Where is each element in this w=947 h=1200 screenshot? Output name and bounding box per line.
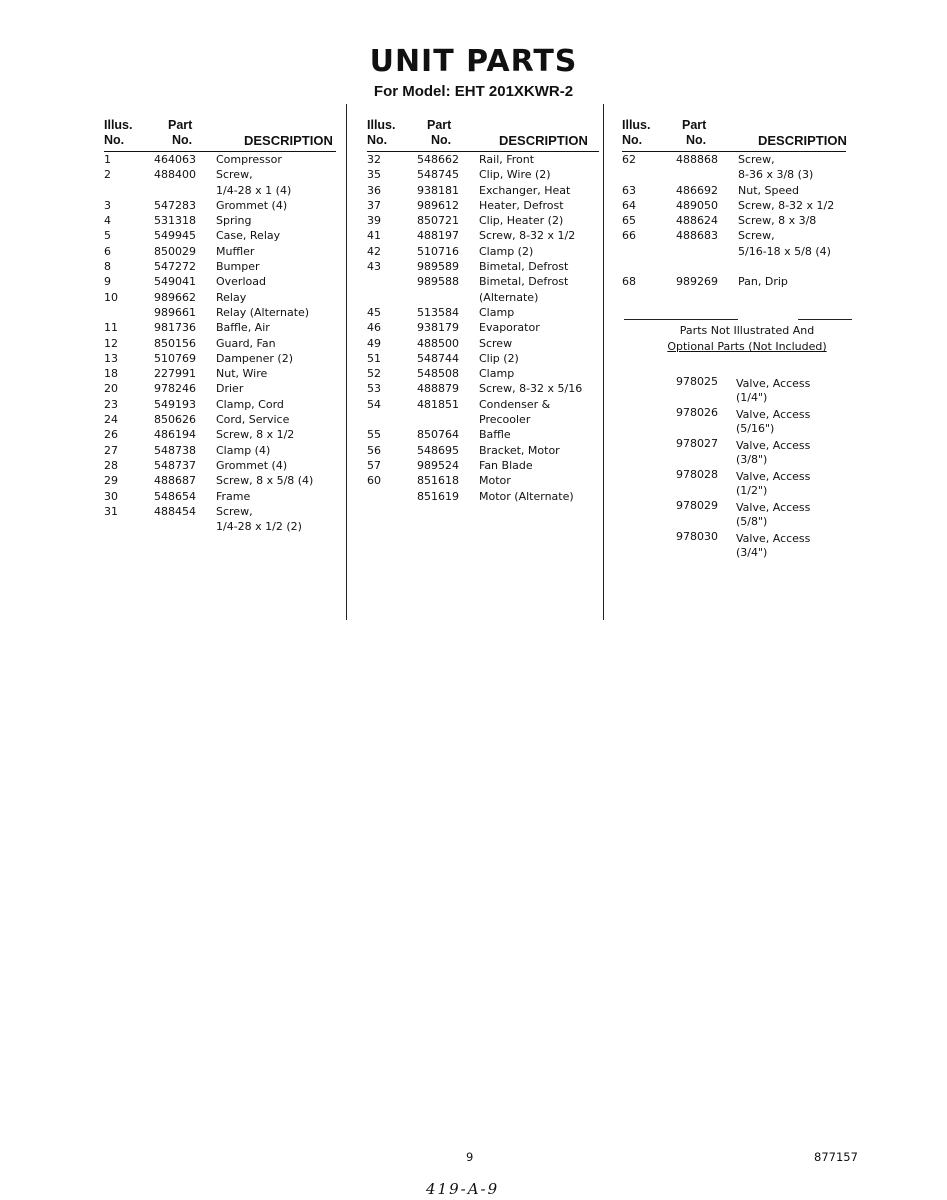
illus-number: 27	[104, 443, 118, 457]
description-header: DESCRIPTION	[499, 133, 588, 148]
parts-row	[367, 397, 599, 412]
part-description: Case, Relay	[216, 229, 281, 243]
document-number: 877157	[814, 1150, 858, 1164]
parts-row	[367, 320, 599, 335]
part-description: Precooler	[479, 413, 531, 427]
part-number: 488400	[154, 168, 196, 182]
parts-row	[104, 519, 336, 534]
part-description: 5/16-18 x 5/8 (4)	[738, 244, 831, 258]
part-number: 978246	[154, 382, 196, 396]
parts-row	[104, 290, 336, 305]
optional-part-item	[676, 499, 846, 530]
illus-number: 10	[104, 290, 118, 304]
part-description: Clip (2)	[479, 351, 519, 365]
illus-number: 13	[104, 351, 118, 365]
part-description: Valve, Access	[736, 439, 811, 452]
part-description: Cord, Service	[216, 413, 290, 427]
parts-column-2	[367, 116, 599, 504]
parts-row	[622, 259, 846, 274]
parts-row	[104, 198, 336, 213]
part-header: Part	[682, 118, 707, 132]
illus-number: 24	[104, 413, 118, 427]
part-number: 978030	[676, 530, 718, 543]
illus-number: 60	[367, 474, 381, 488]
part-no-header: No.	[172, 133, 193, 147]
part-number	[154, 183, 216, 198]
part-number: 938179	[417, 321, 459, 335]
parts-row	[622, 274, 846, 289]
part-number: 531318	[154, 214, 196, 228]
part-number	[417, 290, 479, 305]
column-header	[104, 116, 336, 152]
illus-number: 35	[367, 168, 381, 182]
part-number: 488683	[676, 229, 718, 243]
part-number: 978028	[676, 468, 718, 481]
part-number: 548744	[417, 351, 459, 365]
part-description: Clamp, Cord	[216, 397, 284, 411]
illus-number	[104, 183, 154, 198]
parts-row	[104, 183, 336, 198]
part-description: Valve, Access	[736, 532, 811, 545]
part-number: 850626	[154, 413, 196, 427]
part-description: Drier	[216, 382, 244, 396]
illus-number: 62	[622, 153, 636, 166]
parts-row	[104, 152, 336, 167]
optional-part-item	[676, 468, 846, 499]
illus-number: 18	[104, 367, 118, 381]
illus-number: 64	[622, 198, 636, 212]
part-number: 510769	[154, 351, 196, 365]
parts-row	[622, 244, 846, 259]
illus-number: 11	[104, 321, 118, 335]
part-description: Nut, Speed	[738, 183, 799, 197]
parts-row	[622, 213, 846, 228]
parts-row	[367, 152, 599, 167]
part-size: (1/2")	[736, 484, 768, 497]
parts-row	[104, 397, 336, 412]
optional-part-item	[676, 406, 846, 437]
part-number: 488500	[417, 336, 459, 350]
part-number: 488879	[417, 382, 459, 396]
part-no-header: No.	[686, 133, 707, 147]
part-description: Evaporator	[479, 321, 540, 335]
part-description: Heater, Defrost	[479, 198, 564, 212]
part-description: Clamp	[479, 305, 515, 319]
part-number: 548508	[417, 367, 459, 381]
parts-row	[367, 381, 599, 396]
part-description: Muffler	[216, 244, 255, 258]
parts-row	[367, 259, 599, 274]
part-number: 851618	[417, 474, 459, 488]
part-number: 989612	[417, 198, 459, 212]
illus-number: 30	[104, 489, 118, 503]
parts-row	[104, 473, 336, 488]
illus-number	[622, 167, 676, 182]
part-description: Overload	[216, 275, 266, 289]
illus-number: 6	[104, 244, 111, 258]
part-description: Nut, Wire	[216, 367, 268, 381]
parts-column-1	[104, 116, 336, 534]
part-number: 850764	[417, 428, 459, 442]
extras-title-line1: Parts Not Illustrated And	[679, 324, 815, 337]
part-description: Clamp	[479, 367, 515, 381]
parts-row	[367, 290, 599, 305]
parts-row	[104, 427, 336, 442]
part-size: (3/8")	[736, 453, 768, 466]
part-number: 989662	[154, 290, 196, 304]
illus-number: 29	[104, 474, 118, 488]
part-description: Relay	[216, 290, 247, 304]
part-description: Screw,	[216, 504, 253, 518]
parts-row	[104, 336, 336, 351]
part-number: 227991	[154, 367, 196, 381]
part-number: 510716	[417, 244, 459, 258]
part-number: 548695	[417, 443, 459, 457]
part-number: 486692	[676, 183, 718, 197]
illus-number: 53	[367, 382, 381, 396]
part-number: 938181	[417, 183, 459, 197]
parts-row	[104, 213, 336, 228]
part-number: 488197	[417, 229, 459, 243]
illus-number: 20	[104, 382, 118, 396]
illus-number: 39	[367, 214, 381, 228]
part-number: 989588	[417, 275, 459, 289]
illus-number: 31	[104, 504, 118, 518]
part-description: Spring	[216, 214, 252, 228]
part-description: Valve, Access	[736, 377, 811, 390]
illus-number: 63	[622, 183, 636, 197]
parts-row	[367, 473, 599, 488]
parts-row	[104, 412, 336, 427]
illus-header: Illus.	[622, 118, 651, 132]
part-description: Baffle	[479, 428, 511, 442]
part-number: 548737	[154, 458, 196, 472]
part-description: Screw, 8 x 5/8 (4)	[216, 474, 314, 488]
part-description: Compressor	[216, 153, 282, 166]
parts-row	[622, 183, 846, 198]
page-title: UNIT PARTS	[369, 44, 578, 79]
part-number: 547283	[154, 198, 196, 212]
illus-number	[367, 290, 417, 305]
parts-row	[104, 244, 336, 259]
part-description: Bracket, Motor	[479, 443, 560, 457]
illus-number: 9	[104, 275, 111, 289]
parts-row	[367, 489, 599, 504]
illus-number: 55	[367, 428, 381, 442]
part-header: Part	[168, 118, 193, 132]
illus-number: 46	[367, 321, 381, 335]
parts-row	[622, 228, 846, 243]
handwritten-note: 419-A-9	[426, 1180, 500, 1198]
part-description: Baffle, Air	[216, 321, 270, 335]
parts-row	[104, 167, 336, 182]
part-number: 489050	[676, 198, 718, 212]
parts-row	[367, 412, 599, 427]
part-number: 548654	[154, 489, 196, 503]
part-number: 548738	[154, 443, 196, 457]
part-description: Screw, 8 x 1/2	[216, 428, 295, 442]
part-description: Clip, Heater (2)	[479, 214, 564, 228]
column-header	[622, 116, 846, 152]
parts-row	[104, 381, 336, 396]
illus-number: 52	[367, 367, 381, 381]
part-description: Motor (Alternate)	[479, 489, 574, 503]
illus-number: 57	[367, 458, 381, 472]
parts-row	[367, 244, 599, 259]
parts-row	[367, 228, 599, 243]
part-header: Part	[427, 118, 452, 132]
part-description: Condenser &	[479, 397, 551, 411]
part-description: Screw, 8-32 x 1/2	[479, 229, 576, 243]
part-number: 488624	[676, 214, 718, 228]
part-description: Clamp (4)	[216, 443, 271, 457]
part-number: 549945	[154, 229, 196, 243]
parts-row	[367, 274, 599, 289]
illus-number: 5	[104, 229, 111, 243]
parts-column-3	[622, 116, 846, 290]
parts-row	[104, 504, 336, 519]
parts-list	[367, 152, 599, 504]
illus-number	[622, 259, 676, 274]
part-number: 481851	[417, 397, 459, 411]
parts-row	[104, 366, 336, 381]
part-description: Screw	[479, 336, 513, 350]
part-number: 851619	[417, 489, 459, 503]
illus-number: 56	[367, 443, 381, 457]
parts-row	[104, 351, 336, 366]
model-subtitle: For Model: EHT 201XKWR-2	[373, 83, 574, 100]
illus-number: 37	[367, 198, 381, 212]
illus-header: Illus.	[367, 118, 396, 132]
illus-number	[367, 412, 417, 427]
parts-row	[367, 443, 599, 458]
part-description: Screw,	[738, 229, 775, 243]
part-description: Pan, Drip	[738, 275, 788, 289]
part-number: 488454	[154, 504, 196, 518]
illus-number: 23	[104, 397, 118, 411]
optional-parts-list	[676, 375, 846, 561]
parts-row	[104, 259, 336, 274]
part-description: 8-36 x 3/8 (3)	[738, 168, 814, 182]
part-description: Grommet (4)	[216, 458, 288, 472]
parts-row	[104, 320, 336, 335]
part-description: 1/4-28 x 1 (4)	[216, 183, 292, 197]
parts-row	[367, 213, 599, 228]
part-number: 486194	[154, 428, 196, 442]
part-number: 464063	[154, 153, 196, 166]
illus-number: 2	[104, 168, 111, 182]
part-description: Relay (Alternate)	[216, 305, 310, 319]
part-number: 989269	[676, 275, 718, 289]
illus-number: 3	[104, 198, 111, 212]
part-description: Motor	[479, 474, 511, 488]
part-size: (3/4")	[736, 546, 768, 559]
part-number: 488868	[676, 153, 718, 166]
parts-row	[367, 167, 599, 182]
optional-part-item	[676, 375, 846, 406]
illus-number: 68	[622, 275, 636, 289]
extras-rule-right	[798, 319, 852, 320]
parts-row	[104, 458, 336, 473]
parts-list	[622, 152, 846, 290]
extras-title-line2: Optional Parts (Not Included)	[667, 340, 827, 353]
part-description: Grommet (4)	[216, 198, 288, 212]
parts-row	[104, 228, 336, 243]
parts-row	[367, 198, 599, 213]
parts-row	[367, 366, 599, 381]
part-number	[676, 167, 738, 182]
illus-number: 51	[367, 351, 381, 365]
part-number: 989524	[417, 458, 459, 472]
illus-number: 8	[104, 260, 111, 274]
parts-row	[367, 183, 599, 198]
part-number	[417, 412, 479, 427]
parts-row	[367, 351, 599, 366]
illus-number: 42	[367, 244, 381, 258]
parts-row	[622, 198, 846, 213]
parts-row	[622, 167, 846, 182]
part-size: (5/16")	[736, 422, 775, 435]
part-number	[154, 519, 216, 534]
parts-list	[104, 152, 336, 534]
part-description: Valve, Access	[736, 470, 811, 483]
part-description: Guard, Fan	[216, 336, 276, 350]
illus-no-header: No.	[104, 133, 125, 147]
part-description	[738, 259, 846, 274]
illus-number: 12	[104, 336, 118, 350]
part-description: Screw, 8 x 3/8	[738, 214, 817, 228]
part-number: 488687	[154, 474, 196, 488]
part-description: Dampener (2)	[216, 351, 294, 365]
part-number	[676, 259, 738, 274]
parts-row	[367, 305, 599, 320]
part-description: Valve, Access	[736, 408, 811, 421]
part-description: Screw,	[738, 153, 775, 166]
part-number: 850721	[417, 214, 459, 228]
illus-no-header: No.	[622, 133, 643, 147]
part-number: 547272	[154, 260, 196, 274]
illus-number: 66	[622, 229, 636, 243]
illus-number: 36	[367, 183, 381, 197]
illus-number: 26	[104, 428, 118, 442]
illus-no-header: No.	[367, 133, 388, 147]
part-number: 981736	[154, 321, 196, 335]
part-description: Rail, Front	[479, 153, 535, 166]
part-number: 978026	[676, 406, 718, 419]
description-header: DESCRIPTION	[244, 133, 333, 148]
illus-number	[622, 244, 676, 259]
part-number: 978025	[676, 375, 718, 388]
illus-number: 28	[104, 458, 118, 472]
column-divider	[346, 104, 347, 620]
illus-number: 65	[622, 214, 636, 228]
part-description: Bimetal, Defrost	[479, 260, 569, 274]
illus-header: Illus.	[104, 118, 133, 132]
part-description: Fan Blade	[479, 458, 533, 472]
part-number: 989661	[154, 305, 196, 319]
part-number: 978029	[676, 499, 718, 512]
part-description: Exchanger, Heat	[479, 183, 571, 197]
column-divider	[603, 104, 604, 620]
illus-number: 41	[367, 229, 381, 243]
part-number: 850156	[154, 336, 196, 350]
illus-number: 49	[367, 336, 381, 350]
illus-number: 32	[367, 153, 381, 166]
part-description: Clip, Wire (2)	[479, 168, 551, 182]
illus-number	[367, 489, 417, 504]
parts-row	[367, 458, 599, 473]
page-number: 9	[466, 1150, 474, 1164]
part-number: 549193	[154, 397, 196, 411]
illus-number	[104, 519, 154, 534]
illus-number: 43	[367, 260, 381, 274]
part-description: Clamp (2)	[479, 244, 534, 258]
part-description: (Alternate)	[479, 290, 539, 304]
illus-number: 1	[104, 153, 111, 166]
part-number: 548662	[417, 153, 459, 166]
part-number: 850029	[154, 244, 196, 258]
part-number: 513584	[417, 305, 459, 319]
parts-row	[104, 489, 336, 504]
parts-row	[104, 274, 336, 289]
part-number: 989589	[417, 260, 459, 274]
part-size: (1/4")	[736, 391, 768, 404]
part-description: Valve, Access	[736, 501, 811, 514]
description-header: DESCRIPTION	[758, 133, 847, 148]
part-description: Bimetal, Defrost	[479, 275, 569, 289]
part-size: (5/8")	[736, 515, 768, 528]
part-description: Screw, 8-32 x 5/16	[479, 382, 583, 396]
part-description: Bumper	[216, 260, 260, 274]
parts-row	[622, 152, 846, 167]
illus-number: 45	[367, 305, 381, 319]
parts-row	[367, 427, 599, 442]
part-description: 1/4-28 x 1/2 (2)	[216, 520, 302, 534]
part-description: Screw, 8-32 x 1/2	[738, 198, 835, 212]
illus-number	[367, 274, 417, 289]
part-no-header: No.	[431, 133, 452, 147]
parts-row	[104, 443, 336, 458]
illus-number: 54	[367, 397, 381, 411]
optional-part-item	[676, 530, 846, 561]
illus-number: 4	[104, 214, 111, 228]
part-description: Frame	[216, 489, 251, 503]
part-description: Screw,	[216, 168, 253, 182]
optional-part-item	[676, 437, 846, 468]
parts-row	[104, 305, 336, 320]
part-number: 548745	[417, 168, 459, 182]
extras-rule-left	[624, 319, 738, 320]
part-number: 549041	[154, 275, 196, 289]
illus-number	[104, 305, 154, 320]
parts-row	[367, 336, 599, 351]
part-number: 978027	[676, 437, 718, 450]
part-number	[676, 244, 738, 259]
column-header	[367, 116, 599, 152]
